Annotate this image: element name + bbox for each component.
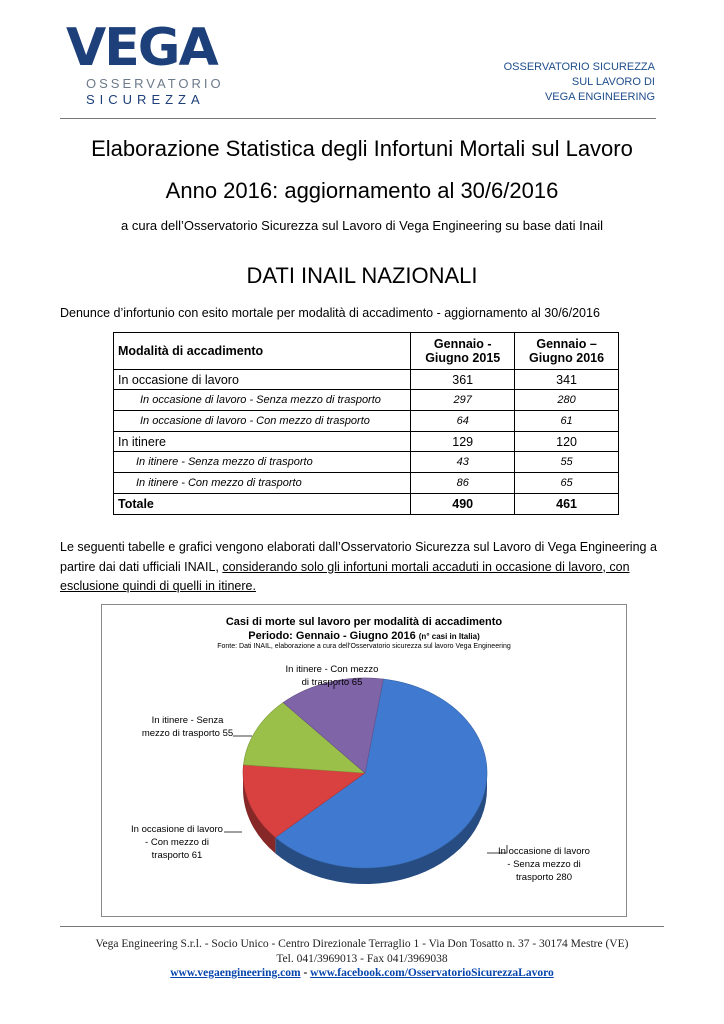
chart-title-line1: Casi di morte sul lavoro per modalità di accadimento	[225, 616, 503, 628]
slice-label-line: - Senza mezzo di	[507, 859, 581, 870]
table-row	[114, 411, 619, 432]
pie-chart	[101, 604, 627, 917]
link-separator: -	[300, 967, 311, 979]
slice-label	[130, 714, 245, 740]
footer-contacts: Tel. 041/3969013 - Fax 041/3969038	[276, 953, 448, 965]
slice-label-line: trasporto 280	[516, 872, 572, 883]
facebook-link[interactable]: www.facebook.com/OsservatorioSicurezzaLavoro	[310, 967, 554, 979]
cell-2016: 55	[515, 452, 619, 473]
cell-2016: 461	[515, 494, 619, 515]
byline: a cura dell’Osservatorio Sicurezza sul Lavoro di Vega Engineering su base dati Inail	[121, 218, 603, 233]
row-label: In itinere	[114, 432, 411, 452]
row-label: In occasione di lavoro - Con mezzo di trasporto	[114, 411, 411, 432]
cell-2016: 120	[515, 432, 619, 452]
column-header: Modalità di accadimento	[114, 333, 411, 370]
table-row	[114, 452, 619, 473]
logo-line-sicurezza: SICUREZZA	[86, 92, 205, 107]
slice-label	[484, 845, 604, 884]
logo-wordmark: VEGA	[66, 18, 217, 78]
cell-2015: 297	[411, 390, 515, 411]
intro-paragraph	[60, 538, 660, 597]
vega-logo	[66, 18, 224, 108]
row-label: In occasione di lavoro	[114, 370, 411, 390]
slice-label	[262, 663, 402, 689]
cell-2016: 61	[515, 411, 619, 432]
row-label: In occasione di lavoro - Senza mezzo di trasporto	[114, 390, 411, 411]
footer-address: Vega Engineering S.r.l. - Socio Unico - Centro Direzionale Terraglio 1 - Via Don Tosatto n. 37 - 30174 Mestre (VE)	[95, 938, 629, 950]
chart-source: Fonte: Dati INAIL, elaborazione a cura dell'Osservatorio sicurezza sul lavoro Vega Engineering	[217, 643, 511, 650]
cell-2016: 280	[515, 390, 619, 411]
slice-label-line: In occasione di lavoro	[131, 824, 223, 835]
organization-name	[504, 60, 655, 105]
slice-label	[122, 823, 232, 862]
website-link[interactable]: www.vegaengineering.com	[170, 967, 301, 979]
table-header-row	[114, 333, 619, 370]
slice-label-line: di trasporto 65	[301, 677, 363, 688]
org-line: VEGA ENGINEERING	[544, 91, 655, 103]
cell-2015: 490	[411, 494, 515, 515]
data-table	[113, 332, 619, 515]
column-header: Gennaio – Giugno 2016	[515, 333, 619, 370]
org-line: OSSERVATORIO SICUREZZA	[503, 61, 655, 73]
table-total-row	[114, 494, 619, 515]
cell-2015: 129	[411, 432, 515, 452]
slice-label-line: In occasione di lavoro	[498, 846, 590, 857]
row-label: In itinere - Senza mezzo di trasporto	[114, 452, 411, 473]
cell-2016: 341	[515, 370, 619, 390]
table-row	[114, 473, 619, 494]
table-caption: Denunce d’infortunio con esito mortale per modalità di accadimento - aggiornamento al 30/6/2016	[60, 306, 600, 320]
cell-2015: 86	[411, 473, 515, 494]
org-line: SUL LAVORO DI	[571, 76, 655, 88]
slice-label-line: In itinere - Con mezzo	[285, 664, 379, 675]
paragraph-underlined: considerando solo gli infortuni mortali accaduti in occasione di lavoro, con esclusione quindi di quelli in itinere.	[60, 559, 630, 593]
chart-title-line2: Periodo: Gennaio - Giugno 2016	[248, 630, 416, 642]
paragraph-text: Le seguenti tabelle e grafici vengono elaborati dall’Osservatorio Sicurezza sul Lavoro di Vega Engineering a partire dai dati ufficiali INAIL,	[60, 540, 657, 574]
header-divider	[60, 118, 656, 119]
document-title: Elaborazione Statistica degli Infortuni Mortali sul Lavoro	[91, 136, 633, 161]
slice-label-line: trasporto 61	[151, 850, 203, 861]
column-header: Gennaio - Giugno 2015	[411, 333, 515, 370]
chart-title-note: (n° casi in Italia)	[418, 632, 480, 641]
section-heading: DATI INAIL NAZIONALI	[246, 263, 478, 288]
table-row	[114, 390, 619, 411]
cell-2015: 43	[411, 452, 515, 473]
cell-2015: 64	[411, 411, 515, 432]
slice-label-line: In itinere - Senza	[151, 715, 224, 726]
row-label: In itinere - Con mezzo di trasporto	[114, 473, 411, 494]
slice-label-line: mezzo di trasporto 55	[141, 728, 234, 739]
cell-2016: 65	[515, 473, 619, 494]
table-row	[114, 432, 619, 452]
footer-links	[0, 967, 724, 979]
table-row	[114, 370, 619, 390]
cell-2015: 361	[411, 370, 515, 390]
document-subtitle: Anno 2016: aggiornamento al 30/6/2016	[165, 178, 559, 203]
logo-line-osservatorio: OSSERVATORIO	[86, 76, 224, 91]
row-label: Totale	[114, 494, 411, 515]
slice-label-line: - Con mezzo di	[145, 837, 209, 848]
footer-divider	[60, 926, 664, 927]
